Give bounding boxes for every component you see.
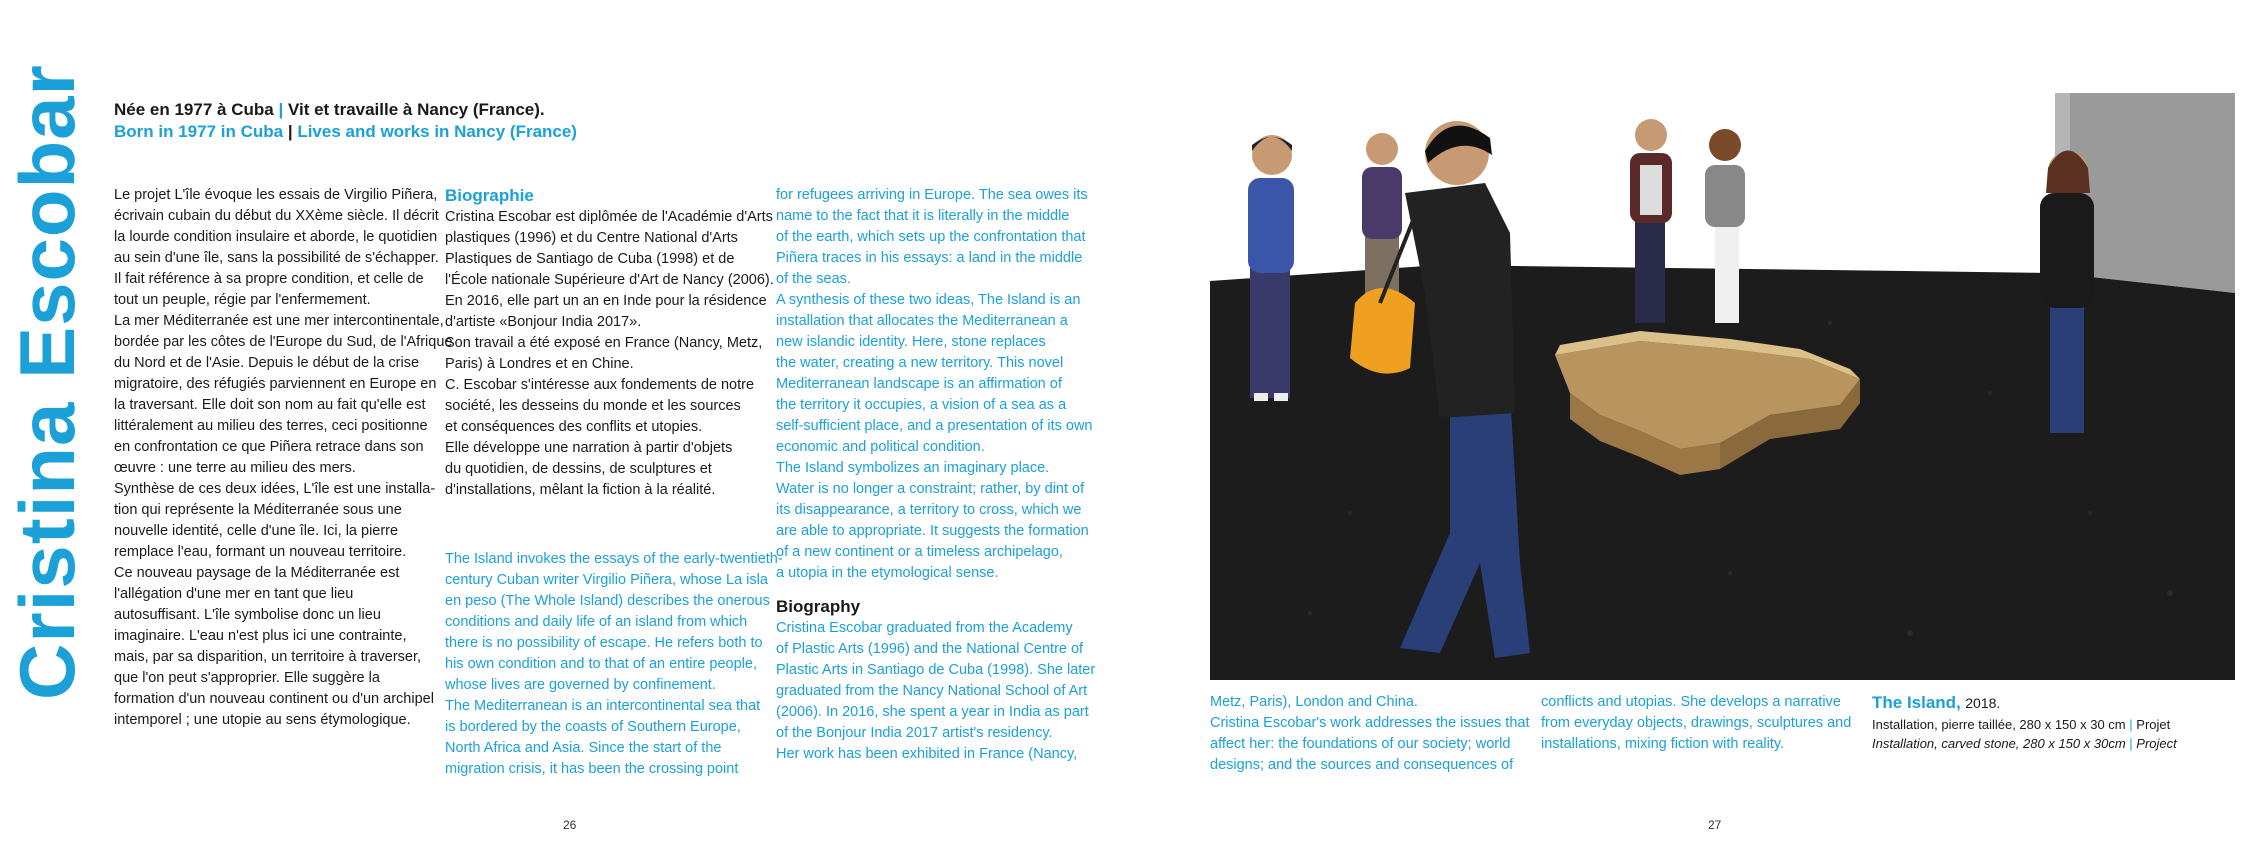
text-line: Plastiques de Santiago de Cuba (1998) et de: [445, 251, 735, 267]
text-line: tion qui représente la Méditerranée sous une: [114, 502, 402, 518]
text-line: name to the fact that it is literally in the middle: [776, 208, 1070, 224]
text-line: formation d'un nouveau continent ou d'un archipel: [114, 691, 434, 707]
separator: |: [2129, 717, 2133, 732]
text-line: nouvelle identité, celle d'une île. Ici, la pierre: [114, 523, 399, 539]
text-line: l'École nationale Supérieure d'Art de Nancy (2006).: [445, 272, 774, 288]
text-line: designs; and the sources and consequences of: [1210, 757, 1514, 773]
text-line: La mer Méditerranée est une mer intercontinentale,: [114, 313, 444, 329]
text-line: imaginaire. L'eau n'est plus ici une contrainte,: [114, 628, 407, 644]
caption-en-suffix: Project: [2136, 736, 2177, 751]
text-line: century Cuban writer Virgilio Piñera, whose La isla: [445, 572, 768, 588]
text-line: la traversant. Elle doit son nom au fait qu'elle est: [114, 397, 426, 413]
text-line: installation that allocates the Mediterranean a: [776, 313, 1068, 329]
text-line: conflicts and utopias. She develops a narrative: [1541, 694, 1841, 710]
text-line: (2006). In 2016, she spent a year in India as part: [776, 704, 1089, 720]
text-line: que l'on peut s'approprier. Elle suggère la: [114, 670, 380, 686]
separator: |: [278, 100, 284, 119]
birth-en: Born in 1977 in Cuba: [114, 122, 284, 141]
text-line: autosuffisant. L'île symbolise donc un lieu: [114, 607, 381, 623]
text-line: migratoire, des réfugiés parviennent en Europe en: [114, 376, 437, 392]
text-line: for refugees arriving in Europe. The sea owes its: [776, 187, 1088, 203]
artwork-title: The Island,: [1872, 693, 1961, 712]
text-line: conditions and daily life of an island from which: [445, 614, 748, 630]
text-line: mais, par sa disparition, un territoire à traverser,: [114, 649, 422, 665]
page-number-left: 26: [563, 818, 577, 832]
artwork-caption: [1872, 692, 2232, 753]
text-line: Cristina Escobar's work addresses the issues that: [1210, 715, 1530, 731]
text-line: remplace l'eau, formant un nouveau territoire.: [114, 544, 407, 560]
text-line: from everyday objects, drawings, sculptures and: [1541, 715, 1852, 731]
text-line: société, les desseins du monde et les sources: [445, 398, 741, 414]
text-line: are able to appropriate. It suggests the formation: [776, 523, 1089, 539]
residence-fr: Vit et travaille à Nancy (France).: [287, 100, 545, 119]
caption-fr-text: Installation, pierre taillée, 280 x 150 x 30 cm: [1872, 717, 2126, 732]
artist-name-vertical: Cristina Escobar: [3, 64, 91, 700]
text-line: a utopia in the etymological sense.: [776, 565, 999, 581]
text-line: economic and political condition.: [776, 439, 985, 455]
text-line: en confrontation ce que Piñera retrace dans son: [114, 439, 424, 455]
text-line: The Mediterranean is an intercontinental sea that: [445, 698, 761, 714]
text-line: Her work has been exhibited in France (Nancy,: [776, 746, 1078, 762]
caption-en-text: Installation, carved stone, 280 x 150 x 30cm: [1872, 736, 2126, 751]
text-line: North Africa and Asia. Since the start of the: [445, 740, 722, 756]
text-line: du Nord et de l'Asie. Depuis le début de la crise: [114, 355, 420, 371]
caption-en: [1872, 734, 2232, 753]
text-line: Paris) à Londres et en Chine.: [445, 356, 634, 372]
text-line: The Island symbolizes an imaginary place.: [776, 460, 1050, 476]
text-line: A synthesis of these two ideas, The Island is an: [776, 292, 1081, 308]
text-line: tout un peuple, régie par l'enfermement.: [114, 292, 371, 308]
text-line: Water is no longer a constraint; rather, by dint of: [776, 481, 1085, 497]
text-line: Ce nouveau paysage de la Méditerranée est: [114, 565, 400, 581]
text-line: of the Bonjour India 2017 artist's residency.: [776, 725, 1053, 741]
text-line: C. Escobar s'intéresse aux fondements de notre: [445, 377, 755, 393]
text-line: du quotidien, de dessins, de sculptures et: [445, 461, 712, 477]
text-line: bordée par les côtes de l'Europe du Sud, de l'Afrique: [114, 334, 453, 350]
project-text-en: [445, 549, 783, 780]
birth-fr: Née en 1977 à Cuba: [114, 100, 274, 119]
text-line: there is no possibility of escape. He refers both to: [445, 635, 763, 651]
text-line: self-sufficient place, and a presentation of its own: [776, 418, 1093, 434]
biography-en: [776, 618, 1096, 765]
residence-en: Lives and works in Nancy (France): [297, 122, 577, 141]
text-line: migration crisis, it has been the crossing point: [445, 761, 739, 777]
text-line: œuvre : une terre au milieu des mers.: [114, 460, 356, 476]
project-text-en-continued: [776, 185, 1096, 584]
text-line: the water, creating a new territory. This novel: [776, 355, 1064, 371]
text-line: d'artiste «Bonjour India 2017».: [445, 314, 642, 330]
text-line: Mediterranean landscape is an affirmation of: [776, 376, 1062, 392]
caption-fr-suffix: Projet: [2136, 717, 2171, 732]
column-2: [445, 185, 783, 780]
biography-en-continued-a: [1210, 692, 1530, 776]
biography-en-continued-b: [1541, 692, 1861, 755]
column-3: [776, 185, 1096, 765]
text-line: Il fait référence à sa propre condition, et celle de: [114, 271, 424, 287]
page-number-right: 27: [1708, 818, 1722, 832]
text-line: l'allégation d'une mer en tant que lieu: [114, 586, 354, 602]
text-line: new islandic identity. Here, stone replaces: [776, 334, 1046, 350]
text-line: intemporel ; une utopie au sens étymologique.: [114, 712, 411, 728]
text-line: littéralement au milieu des terres, ceci positionne: [114, 418, 428, 434]
text-line: Piñera traces in his essays: a land in the middle: [776, 250, 1083, 266]
installation-illustration: [1210, 93, 2235, 680]
text-line: écrivain cubain du début du XXème siècle. Il décrit: [114, 208, 439, 224]
text-line: the territory it occupies, a vision of a sea as a: [776, 397, 1067, 413]
text-line: et conséquences des conflits et utopies.: [445, 419, 703, 435]
artwork-year: 2018.: [1965, 695, 2001, 711]
text-line: his own condition and to that of an entire people,: [445, 656, 757, 672]
biography-fr: [445, 207, 774, 501]
text-line: Elle développe une narration à partir d'objets: [445, 440, 733, 456]
header-english: [114, 121, 577, 143]
text-line: Metz, Paris), London and China.: [1210, 694, 1418, 710]
text-line: is bordered by the coasts of Southern Europe,: [445, 719, 741, 735]
text-line: Son travail a été exposé en France (Nancy, Metz,: [445, 335, 763, 351]
bio-heading-en: Biography: [776, 597, 861, 616]
text-line: graduated from the Nancy National School of Art: [776, 683, 1088, 699]
text-line: Cristina Escobar est diplômée de l'Académie d'Arts: [445, 209, 773, 225]
text-line: Cristina Escobar graduated from the Academy: [776, 620, 1073, 636]
text-line: whose lives are governed by confinement.: [445, 677, 716, 693]
header-french: [114, 99, 545, 121]
text-line: En 2016, elle part un an en Inde pour la résidence: [445, 293, 767, 309]
text-line: of the earth, which sets up the confrontation that: [776, 229, 1086, 245]
text-line: Synthèse de ces deux idées, L'île est une installa-: [114, 481, 436, 497]
text-line: la lourde condition insulaire et aborde, le quotidien: [114, 229, 438, 245]
bio-heading-fr: Biographie: [445, 186, 534, 205]
text-line: au sein d'une île, sans la possibilité de s'échapper.: [114, 250, 439, 266]
text-line: its disappearance, a territory to cross, which we: [776, 502, 1082, 518]
text-line: of a new continent or a timeless archipelago,: [776, 544, 1063, 560]
caption-fr: [1872, 715, 2232, 734]
text-line: plastiques (1996) et du Centre National d'Arts: [445, 230, 738, 246]
separator: |: [287, 122, 293, 141]
text-line: d'installations, mêlant la fiction à la réalité.: [445, 482, 716, 498]
text-line: installations, mixing fiction with reality.: [1541, 736, 1785, 752]
text-line: The Island invokes the essays of the early-twentieth-: [445, 551, 783, 567]
project-text-fr: [114, 185, 453, 731]
separator: |: [2129, 736, 2133, 751]
text-line: en peso (The Whole Island) describes the onerous: [445, 593, 770, 609]
text-line: Le projet L'île évoque les essais de Virgilio Piñera,: [114, 187, 438, 203]
text-line: affect her: the foundations of our society; world: [1210, 736, 1511, 752]
text-line: of the seas.: [776, 271, 851, 287]
text-line: of Plastic Arts (1996) and the National Centre of: [776, 641, 1084, 657]
text-line: Plastic Arts in Santiago de Cuba (1998). She later: [776, 662, 1096, 678]
